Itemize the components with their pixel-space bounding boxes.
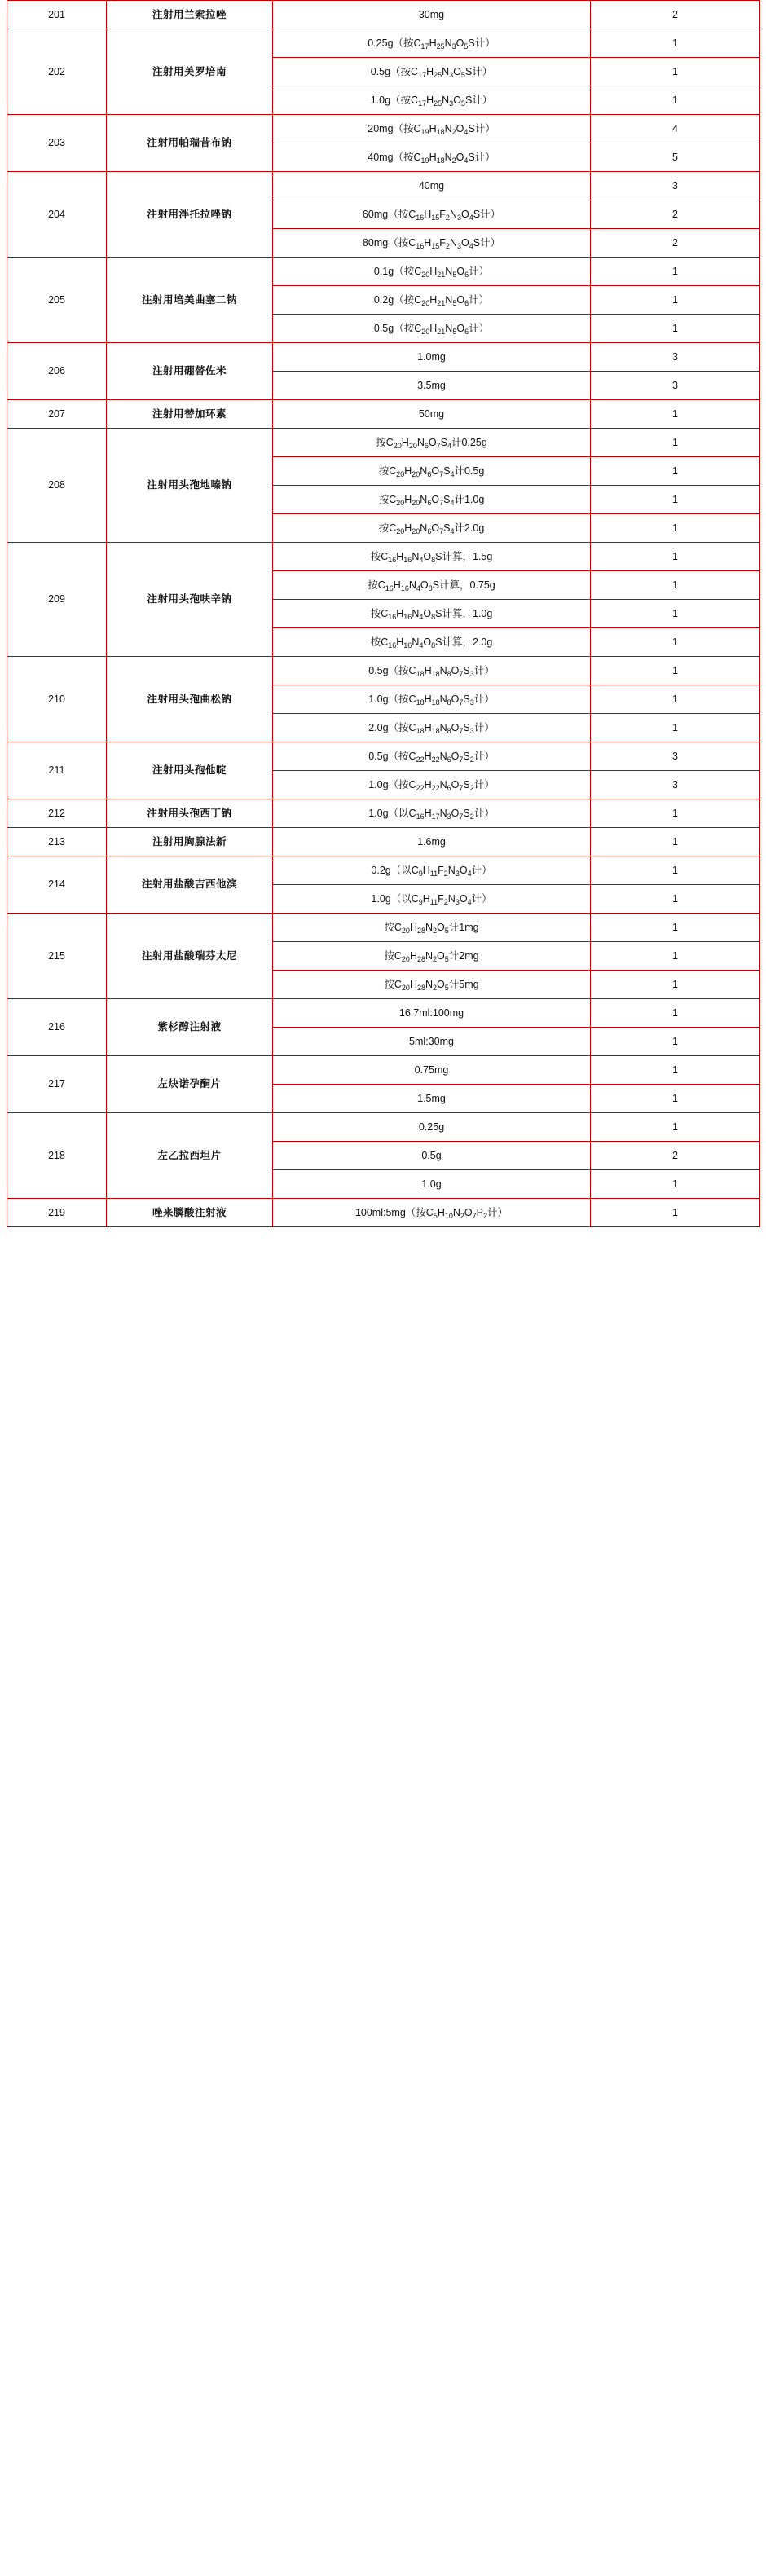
drug-name-cell: 注射用盐酸吉西他滨 bbox=[107, 856, 273, 914]
drug-name-cell: 注射用兰索拉唑 bbox=[107, 1, 273, 29]
specification-cell: 按$C_{20}H_{28}N_2O_5$计2mg bbox=[273, 942, 591, 971]
quantity-cell: 1 bbox=[591, 685, 760, 714]
quantity-cell: 1 bbox=[591, 914, 760, 942]
quantity-cell: 1 bbox=[591, 628, 760, 657]
specification-cell: 按$C_{20}H_{20}N_6O_7S_4$计0.5g bbox=[273, 457, 591, 486]
table-row bbox=[7, 828, 760, 856]
specification-cell: 按$C_{16}H_{16}N_4O_8S$计算，0.75g bbox=[273, 571, 591, 600]
drug-name-cell: 注射用头孢曲松钠 bbox=[107, 657, 273, 742]
specification-cell: 1.0g（按$C_{17}H_{25}N_3O_5S$计） bbox=[273, 86, 591, 115]
drug-name-cell: 注射用头孢地嗪钠 bbox=[107, 429, 273, 543]
specification-cell: 0.25g（按$C_{17}H_{25}N_3O_5S$计） bbox=[273, 29, 591, 58]
table-row bbox=[7, 742, 760, 771]
specification-cell: 0.2g（按$C_{20}H_{21}N_5O_6$计） bbox=[273, 286, 591, 315]
specification-cell: 1.0g（以$C_9H_{11}F_2N_3O_4$计） bbox=[273, 885, 591, 914]
specification-cell: 1.0g bbox=[273, 1170, 591, 1199]
quantity-cell: 3 bbox=[591, 172, 760, 200]
quantity-cell: 2 bbox=[591, 229, 760, 258]
quantity-cell: 1 bbox=[591, 885, 760, 914]
row-number-cell: 213 bbox=[7, 828, 107, 856]
specification-cell: 按$C_{20}H_{20}N_6O_7S_4$计1.0g bbox=[273, 486, 591, 514]
quantity-cell: 1 bbox=[591, 1056, 760, 1085]
drug-name-cell: 紫杉醇注射液 bbox=[107, 999, 273, 1056]
table-row bbox=[7, 400, 760, 429]
quantity-cell: 1 bbox=[591, 514, 760, 543]
quantity-cell: 2 bbox=[591, 1, 760, 29]
specification-cell: 按$C_{20}H_{20}N_6O_7S_4$计2.0g bbox=[273, 514, 591, 543]
quantity-cell: 1 bbox=[591, 1085, 760, 1113]
specification-cell: 2.0g（按$C_{18}H_{18}N_8O_7S_3$计） bbox=[273, 714, 591, 742]
drug-name-cell: 注射用美罗培南 bbox=[107, 29, 273, 115]
quantity-cell: 1 bbox=[591, 486, 760, 514]
drug-name-cell: 唑来膦酸注射液 bbox=[107, 1199, 273, 1227]
table-row bbox=[7, 258, 760, 286]
table-row bbox=[7, 1113, 760, 1142]
drug-name-cell: 左乙拉西坦片 bbox=[107, 1113, 273, 1199]
drug-name-cell: 注射用头孢呋辛钠 bbox=[107, 543, 273, 657]
quantity-cell: 3 bbox=[591, 742, 760, 771]
specification-cell: 60mg（按$C_{16}H_{15}F_2N_3O_4S$计） bbox=[273, 200, 591, 229]
specification-cell: 0.5g（按$C_{20}H_{21}N_5O_6$计） bbox=[273, 315, 591, 343]
row-number-cell: 212 bbox=[7, 799, 107, 828]
table-row bbox=[7, 856, 760, 885]
row-number-cell: 203 bbox=[7, 115, 107, 172]
quantity-cell: 1 bbox=[591, 286, 760, 315]
quantity-cell: 1 bbox=[591, 828, 760, 856]
specification-cell: 0.25g bbox=[273, 1113, 591, 1142]
row-number-cell: 216 bbox=[7, 999, 107, 1056]
specification-cell: 1.0g（以$C_{16}H_{17}N_3O_7S_2$计） bbox=[273, 799, 591, 828]
specification-cell: 16.7ml:100mg bbox=[273, 999, 591, 1028]
drug-name-cell: 注射用替加环素 bbox=[107, 400, 273, 429]
row-number-cell: 218 bbox=[7, 1113, 107, 1199]
specification-cell: 按$C_{20}H_{20}N_6O_7S_4$计0.25g bbox=[273, 429, 591, 457]
drug-name-cell: 注射用硼替佐米 bbox=[107, 343, 273, 400]
table-row bbox=[7, 914, 760, 942]
quantity-cell: 1 bbox=[591, 1199, 760, 1227]
quantity-cell: 1 bbox=[591, 1113, 760, 1142]
drug-list-table bbox=[7, 0, 760, 1227]
row-number-cell: 217 bbox=[7, 1056, 107, 1113]
specification-cell: 1.0g（按$C_{22}H_{22}N_6O_7S_2$计） bbox=[273, 771, 591, 799]
table-row bbox=[7, 999, 760, 1028]
table-row bbox=[7, 543, 760, 571]
quantity-cell: 1 bbox=[591, 1170, 760, 1199]
specification-cell: 0.5g（按$C_{22}H_{22}N_6O_7S_2$计） bbox=[273, 742, 591, 771]
row-number-cell: 210 bbox=[7, 657, 107, 742]
quantity-cell: 1 bbox=[591, 657, 760, 685]
row-number-cell: 211 bbox=[7, 742, 107, 799]
quantity-cell: 1 bbox=[591, 58, 760, 86]
quantity-cell: 1 bbox=[591, 799, 760, 828]
specification-cell: 20mg（按$C_{19}H_{18}N_2O_4S$计） bbox=[273, 115, 591, 143]
row-number-cell: 205 bbox=[7, 258, 107, 343]
drug-name-cell: 注射用帕瑞昔布钠 bbox=[107, 115, 273, 172]
quantity-cell: 1 bbox=[591, 714, 760, 742]
table-row bbox=[7, 1, 760, 29]
table-row bbox=[7, 1056, 760, 1085]
table-row bbox=[7, 115, 760, 143]
quantity-cell: 2 bbox=[591, 1142, 760, 1170]
row-number-cell: 204 bbox=[7, 172, 107, 258]
row-number-cell: 219 bbox=[7, 1199, 107, 1227]
row-number-cell: 215 bbox=[7, 914, 107, 999]
specification-cell: 40mg bbox=[273, 172, 591, 200]
table-row bbox=[7, 799, 760, 828]
drug-name-cell: 注射用胸腺法新 bbox=[107, 828, 273, 856]
specification-cell: 按$C_{16}H_{16}N_4O_8S$计算，1.5g bbox=[273, 543, 591, 571]
table-row bbox=[7, 343, 760, 372]
drug-name-cell: 注射用培美曲塞二钠 bbox=[107, 258, 273, 343]
specification-cell: 按$C_{16}H_{16}N_4O_8S$计算，1.0g bbox=[273, 600, 591, 628]
specification-cell: 按$C_{16}H_{16}N_4O_8S$计算，2.0g bbox=[273, 628, 591, 657]
specification-cell: 40mg（按$C_{19}H_{18}N_2O_4S$计） bbox=[273, 143, 591, 172]
row-number-cell: 214 bbox=[7, 856, 107, 914]
specification-cell: 80mg（按$C_{16}H_{15}F_2N_3O_4S$计） bbox=[273, 229, 591, 258]
quantity-cell: 1 bbox=[591, 600, 760, 628]
specification-cell: 按$C_{20}H_{28}N_2O_5$计5mg bbox=[273, 971, 591, 999]
quantity-cell: 1 bbox=[591, 571, 760, 600]
quantity-cell: 3 bbox=[591, 771, 760, 799]
specification-cell: 0.5g（按$C_{18}H_{18}N_8O_7S_3$计） bbox=[273, 657, 591, 685]
quantity-cell: 1 bbox=[591, 429, 760, 457]
table-row bbox=[7, 1199, 760, 1227]
quantity-cell: 1 bbox=[591, 999, 760, 1028]
quantity-cell: 1 bbox=[591, 543, 760, 571]
specification-cell: 50mg bbox=[273, 400, 591, 429]
specification-cell: 1.6mg bbox=[273, 828, 591, 856]
quantity-cell: 1 bbox=[591, 1028, 760, 1056]
specification-cell: 30mg bbox=[273, 1, 591, 29]
specification-cell: 0.2g（以$C_9H_{11}F_2N_3O_4$计） bbox=[273, 856, 591, 885]
quantity-cell: 1 bbox=[591, 856, 760, 885]
specification-cell: 1.0g（按$C_{18}H_{18}N_8O_7S_3$计） bbox=[273, 685, 591, 714]
row-number-cell: 207 bbox=[7, 400, 107, 429]
specification-cell: 按$C_{20}H_{28}N_2O_5$计1mg bbox=[273, 914, 591, 942]
table-row bbox=[7, 657, 760, 685]
drug-name-cell: 注射用盐酸瑞芬太尼 bbox=[107, 914, 273, 999]
specification-cell: 1.0mg bbox=[273, 343, 591, 372]
row-number-cell: 208 bbox=[7, 429, 107, 543]
specification-cell: 0.5g bbox=[273, 1142, 591, 1170]
specification-cell: 3.5mg bbox=[273, 372, 591, 400]
quantity-cell: 3 bbox=[591, 372, 760, 400]
drug-list-sheet bbox=[0, 0, 766, 1227]
quantity-cell: 1 bbox=[591, 29, 760, 58]
specification-cell: 1.5mg bbox=[273, 1085, 591, 1113]
quantity-cell: 1 bbox=[591, 400, 760, 429]
quantity-cell: 3 bbox=[591, 343, 760, 372]
table-row bbox=[7, 429, 760, 457]
table-row bbox=[7, 172, 760, 200]
row-number-cell: 209 bbox=[7, 543, 107, 657]
specification-cell: 0.1g（按$C_{20}H_{21}N_5O_6$计） bbox=[273, 258, 591, 286]
quantity-cell: 1 bbox=[591, 457, 760, 486]
drug-name-cell: 左炔诺孕酮片 bbox=[107, 1056, 273, 1113]
specification-cell: 5ml:30mg bbox=[273, 1028, 591, 1056]
row-number-cell: 202 bbox=[7, 29, 107, 115]
specification-cell: 0.75mg bbox=[273, 1056, 591, 1085]
quantity-cell: 1 bbox=[591, 258, 760, 286]
drug-name-cell: 注射用头孢西丁钠 bbox=[107, 799, 273, 828]
drug-table-body bbox=[7, 1, 760, 1227]
quantity-cell: 2 bbox=[591, 200, 760, 229]
specification-cell: 100ml:5mg（按$C_5H_{10}N_2O_7P_2$计） bbox=[273, 1199, 591, 1227]
quantity-cell: 1 bbox=[591, 315, 760, 343]
quantity-cell: 1 bbox=[591, 971, 760, 999]
row-number-cell: 206 bbox=[7, 343, 107, 400]
table-row bbox=[7, 29, 760, 58]
drug-name-cell: 注射用泮托拉唑钠 bbox=[107, 172, 273, 258]
quantity-cell: 1 bbox=[591, 86, 760, 115]
quantity-cell: 1 bbox=[591, 942, 760, 971]
quantity-cell: 5 bbox=[591, 143, 760, 172]
specification-cell: 0.5g（按$C_{17}H_{25}N_3O_5S$计） bbox=[273, 58, 591, 86]
drug-name-cell: 注射用头孢他啶 bbox=[107, 742, 273, 799]
row-number-cell: 201 bbox=[7, 1, 107, 29]
quantity-cell: 4 bbox=[591, 115, 760, 143]
